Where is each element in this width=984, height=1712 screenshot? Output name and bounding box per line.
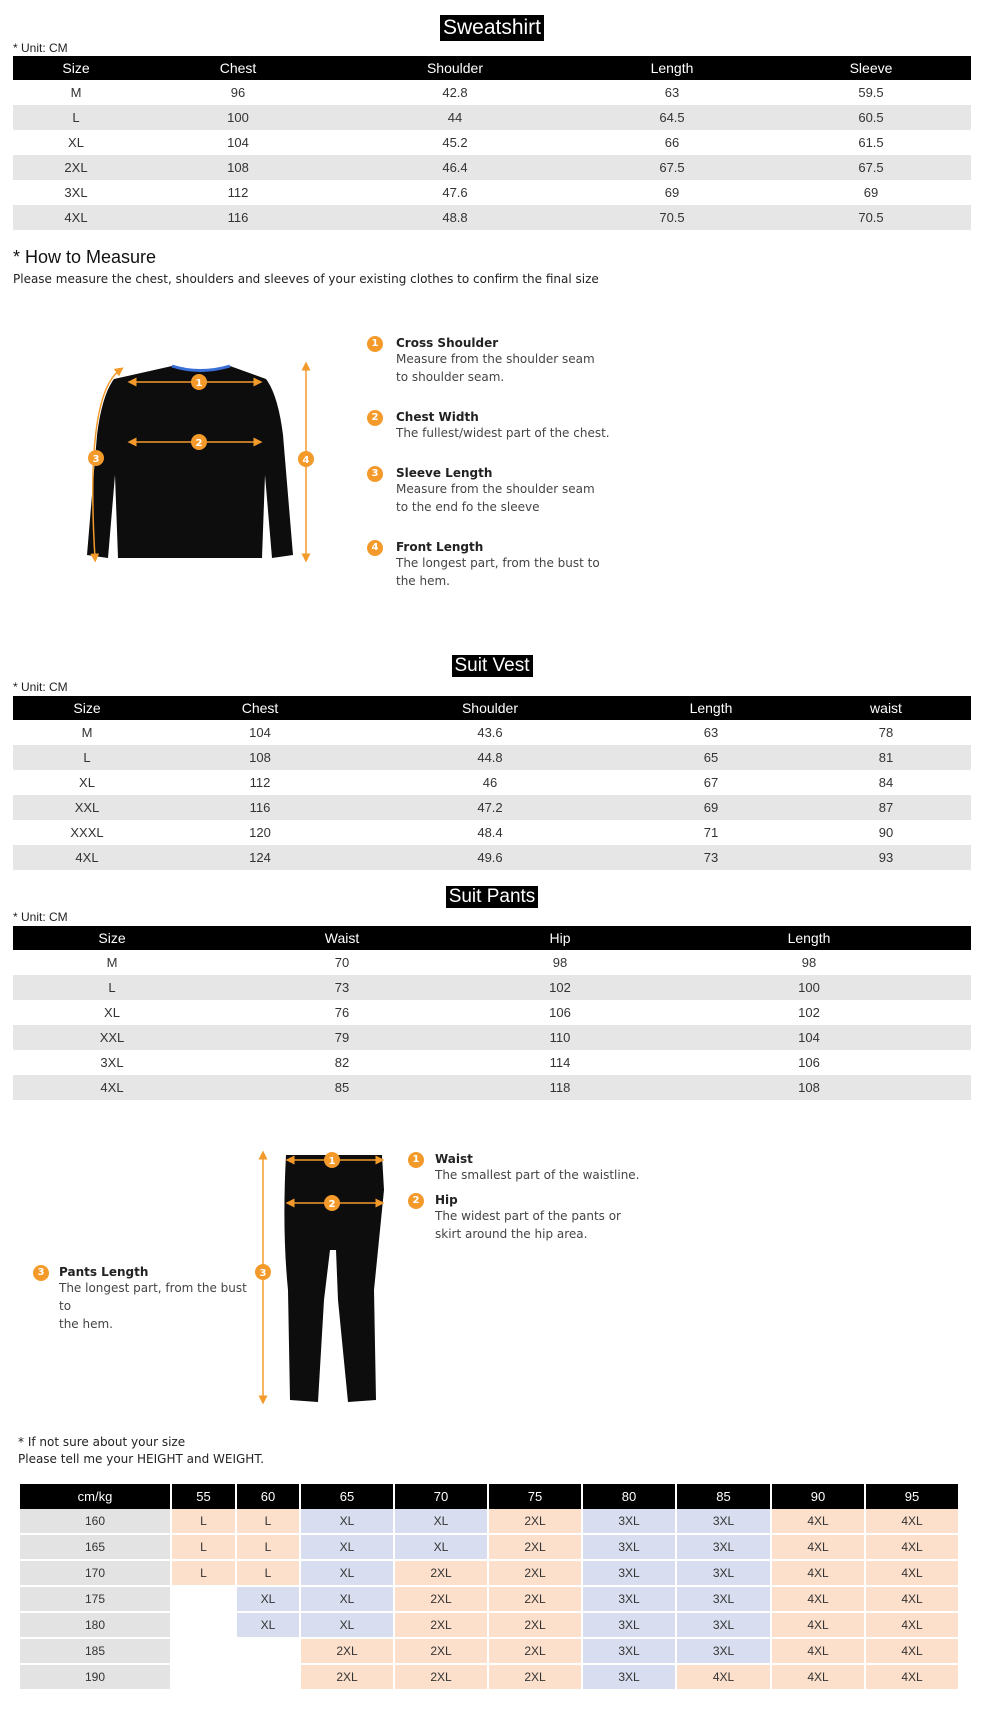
measure-desc: The fullest/widest part of the chest.: [396, 426, 610, 440]
header-length: Length: [647, 926, 971, 950]
measure-label: Chest Width: [396, 410, 479, 424]
suit-pants-unit: * Unit: CM: [13, 910, 68, 924]
size-cell: 2XL: [395, 1587, 487, 1613]
size-cell: L: [237, 1535, 299, 1561]
measure-desc: The longest part, from the bust to: [59, 1281, 247, 1313]
table-row: [20, 1509, 958, 1535]
size-cell: 2XL: [301, 1665, 393, 1691]
table-row: [20, 1587, 958, 1613]
sweatshirt-title: Sweatshirt: [0, 15, 984, 41]
size-cell: 2XL: [489, 1535, 581, 1561]
size-cell: 2XL: [489, 1613, 581, 1639]
svg-text:4: 4: [302, 455, 310, 466]
header-length: Length: [621, 696, 801, 720]
table-row: 3XL 112 47.6 69 69: [64, 185, 879, 200]
size-cell: 3XL: [677, 1639, 770, 1665]
size-cell: XL: [237, 1587, 299, 1613]
measure-desc: The widest part of the pants or: [435, 1209, 621, 1223]
size-cell: [172, 1613, 235, 1639]
weight-header: 70: [395, 1484, 487, 1509]
number-badge: 1: [408, 1152, 424, 1168]
weight-header: 85: [677, 1484, 770, 1509]
size-cell: XL: [301, 1509, 393, 1535]
table-row: M 70 98 98: [106, 955, 817, 970]
size-cell: [172, 1639, 235, 1665]
size-cell: XL: [395, 1535, 487, 1561]
size-cell: 4XL: [772, 1639, 864, 1665]
table-row: 4XL 116 48.8 70.5 70.5: [13, 205, 971, 230]
weight-header: 60: [237, 1484, 299, 1509]
size-reference-table: [18, 1484, 960, 1691]
size-cell: 4XL: [866, 1639, 958, 1665]
pants-shape: [284, 1155, 384, 1402]
measure-desc: to the end fo the sleeve: [396, 500, 540, 514]
size-cell: L: [172, 1561, 235, 1587]
header-size: Size: [13, 926, 211, 950]
height-cell: 165: [20, 1535, 170, 1561]
header-waist: Waist: [211, 926, 473, 950]
table-row: XL 104 45.2 66 61.5: [68, 135, 884, 150]
size-cell: 4XL: [866, 1665, 958, 1691]
suit-pants-size-table: [13, 926, 971, 1100]
size-cell: XL: [301, 1613, 393, 1639]
table-row: M 104 43.6 63 78: [81, 725, 894, 740]
sweatshirt-shape: [87, 366, 293, 558]
header-length: Length: [573, 56, 771, 80]
size-cell: 2XL: [395, 1613, 487, 1639]
number-badge: 1: [367, 336, 383, 352]
size-cell: 3XL: [583, 1639, 675, 1665]
size-cell: 2XL: [489, 1639, 581, 1665]
svg-text:1: 1: [328, 1156, 336, 1167]
table-row: 2XL 108 46.4 67.5 67.5: [13, 155, 971, 180]
corner-header: cm/kg: [20, 1484, 170, 1509]
table-row: L 73 102 100: [13, 975, 971, 1000]
number-badge: 2: [408, 1193, 424, 1209]
size-cell: [237, 1639, 299, 1665]
size-cell: [237, 1665, 299, 1691]
table-row: XL 76 106 102: [104, 1005, 820, 1020]
size-cell: 4XL: [866, 1535, 958, 1561]
size-cell: 3XL: [583, 1535, 675, 1561]
weight-header: 55: [172, 1484, 235, 1509]
size-cell: L: [172, 1535, 235, 1561]
suit-vest-size-table: [13, 696, 971, 870]
size-cell: XL: [395, 1509, 487, 1535]
size-cell: 3XL: [583, 1587, 675, 1613]
number-badge: 4: [367, 540, 383, 556]
svg-text:2: 2: [195, 438, 203, 449]
height-cell: 160: [20, 1509, 170, 1535]
measure-desc: skirt around the hip area.: [435, 1227, 588, 1241]
weight-header: 80: [583, 1484, 675, 1509]
size-cell: 4XL: [677, 1665, 770, 1691]
size-cell: [172, 1587, 235, 1613]
measure-desc: The smallest part of the waistline.: [435, 1168, 640, 1182]
height-cell: 180: [20, 1613, 170, 1639]
height-cell: 170: [20, 1561, 170, 1587]
measure-desc: to shoulder seam.: [396, 370, 505, 384]
svg-text:3: 3: [259, 1268, 267, 1279]
table-row: [20, 1613, 958, 1639]
table-row: XXL 116 47.2 69 87: [13, 795, 971, 820]
size-cell: 4XL: [866, 1613, 958, 1639]
size-cell: 3XL: [583, 1561, 675, 1587]
size-cell: 4XL: [866, 1587, 958, 1613]
size-cell: 2XL: [489, 1665, 581, 1691]
how-to-measure-text: Please measure the chest, shoulders and sleeves of your existing clothes to confirm the final size: [13, 272, 599, 286]
size-cell: 2XL: [395, 1639, 487, 1665]
table-row: [20, 1561, 958, 1587]
height-cell: 190: [20, 1665, 170, 1691]
size-cell: 4XL: [866, 1509, 958, 1535]
table-row: [20, 1639, 958, 1665]
size-cell: XL: [301, 1587, 393, 1613]
size-cell: 3XL: [677, 1535, 770, 1561]
size-note-line2: Please tell me your HEIGHT and WEIGHT.: [18, 1452, 265, 1466]
measure-desc: The longest part, from the bust to: [396, 556, 600, 570]
size-cell: 2XL: [301, 1639, 393, 1665]
suit-vest-title: Suit Vest: [0, 655, 984, 677]
size-cell: 3XL: [583, 1509, 675, 1535]
table-row: XXXL 120 48.4 71 90: [70, 825, 894, 840]
size-cell: L: [237, 1561, 299, 1587]
number-badge: 3: [367, 466, 383, 482]
how-to-measure-title: * How to Measure: [13, 247, 157, 267]
size-cell: 4XL: [772, 1509, 864, 1535]
size-cell: 2XL: [489, 1587, 581, 1613]
size-cell: 3XL: [583, 1613, 675, 1639]
table-row: L 100 44 64.5 60.5: [13, 105, 971, 130]
size-cell: 3XL: [583, 1665, 675, 1691]
table-row: M 96 42.8 63 59.5: [70, 85, 884, 100]
size-cell: 3XL: [677, 1587, 770, 1613]
table-row: 3XL 82 114 106: [100, 1055, 820, 1070]
measure-label: Front Length: [396, 540, 484, 554]
header-size: Size: [13, 696, 161, 720]
measure-desc: Measure from the shoulder seam: [396, 482, 595, 496]
measure-label: Waist: [435, 1152, 473, 1166]
table-row: [20, 1665, 958, 1691]
measure-desc: Measure from the shoulder seam: [396, 352, 595, 366]
height-cell: 185: [20, 1639, 170, 1665]
size-cell: XL: [301, 1535, 393, 1561]
size-cell: 2XL: [395, 1561, 487, 1587]
measure-desc: the hem.: [396, 574, 450, 588]
table-row: 4XL 124 49.6 73 93: [13, 845, 971, 870]
size-note-line1: * If not sure about your size: [18, 1435, 186, 1449]
size-cell: L: [237, 1509, 299, 1535]
table-row: L 108 44.8 65 81: [13, 745, 971, 770]
table-row: XL 112 46 67 84: [79, 775, 894, 790]
size-cell: 4XL: [772, 1535, 864, 1561]
size-cell: 4XL: [772, 1665, 864, 1691]
size-cell: L: [172, 1509, 235, 1535]
svg-text:1: 1: [195, 378, 203, 389]
suit-vest-unit: * Unit: CM: [13, 680, 68, 694]
svg-text:3: 3: [92, 454, 100, 465]
weight-header: 95: [866, 1484, 958, 1509]
header-size: Size: [13, 56, 139, 80]
measure-desc: the hem.: [59, 1317, 113, 1331]
sweatshirt-size-table: [13, 56, 971, 230]
suit-pants-title: Suit Pants: [0, 886, 984, 908]
header-hip: Hip: [473, 926, 647, 950]
header-chest: Chest: [139, 56, 337, 80]
number-badge: 3: [33, 1265, 49, 1281]
size-cell: 3XL: [677, 1613, 770, 1639]
weight-header: 75: [489, 1484, 581, 1509]
measure-label: Hip: [435, 1193, 458, 1207]
header-chest: Chest: [161, 696, 359, 720]
header-shoulder: Shoulder: [359, 696, 621, 720]
size-cell: XL: [301, 1561, 393, 1587]
size-cell: XL: [237, 1613, 299, 1639]
size-cell: 3XL: [677, 1509, 770, 1535]
header-waist: waist: [801, 696, 971, 720]
number-badge: 2: [367, 410, 383, 426]
size-cell: 4XL: [772, 1561, 864, 1587]
size-cell: 3XL: [677, 1561, 770, 1587]
table-row: 4XL 85 118 108: [13, 1075, 971, 1100]
size-reference-body: [20, 1509, 958, 1691]
size-cell: 4XL: [772, 1613, 864, 1639]
size-cell: 2XL: [489, 1561, 581, 1587]
size-cell: 2XL: [489, 1509, 581, 1535]
svg-text:2: 2: [328, 1199, 336, 1210]
weight-header: 90: [772, 1484, 864, 1509]
measure-label: Sleeve Length: [396, 466, 493, 480]
weight-header: 65: [301, 1484, 393, 1509]
height-cell: 175: [20, 1587, 170, 1613]
header-sleeve: Sleeve: [771, 56, 971, 80]
size-cell: [172, 1665, 235, 1691]
size-cell: 2XL: [395, 1665, 487, 1691]
header-shoulder: Shoulder: [337, 56, 573, 80]
sweatshirt-unit: * Unit: CM: [13, 41, 68, 55]
table-row: [20, 1535, 958, 1561]
table-row: XXL 79 110 104: [13, 1025, 971, 1050]
size-cell: 4XL: [866, 1561, 958, 1587]
measure-label: Cross Shoulder: [396, 336, 499, 350]
size-cell: 4XL: [772, 1587, 864, 1613]
sweatshirt-illustration: [80, 355, 320, 565]
pants-illustration: [250, 1150, 400, 1410]
measure-label: Pants Length: [59, 1265, 149, 1279]
